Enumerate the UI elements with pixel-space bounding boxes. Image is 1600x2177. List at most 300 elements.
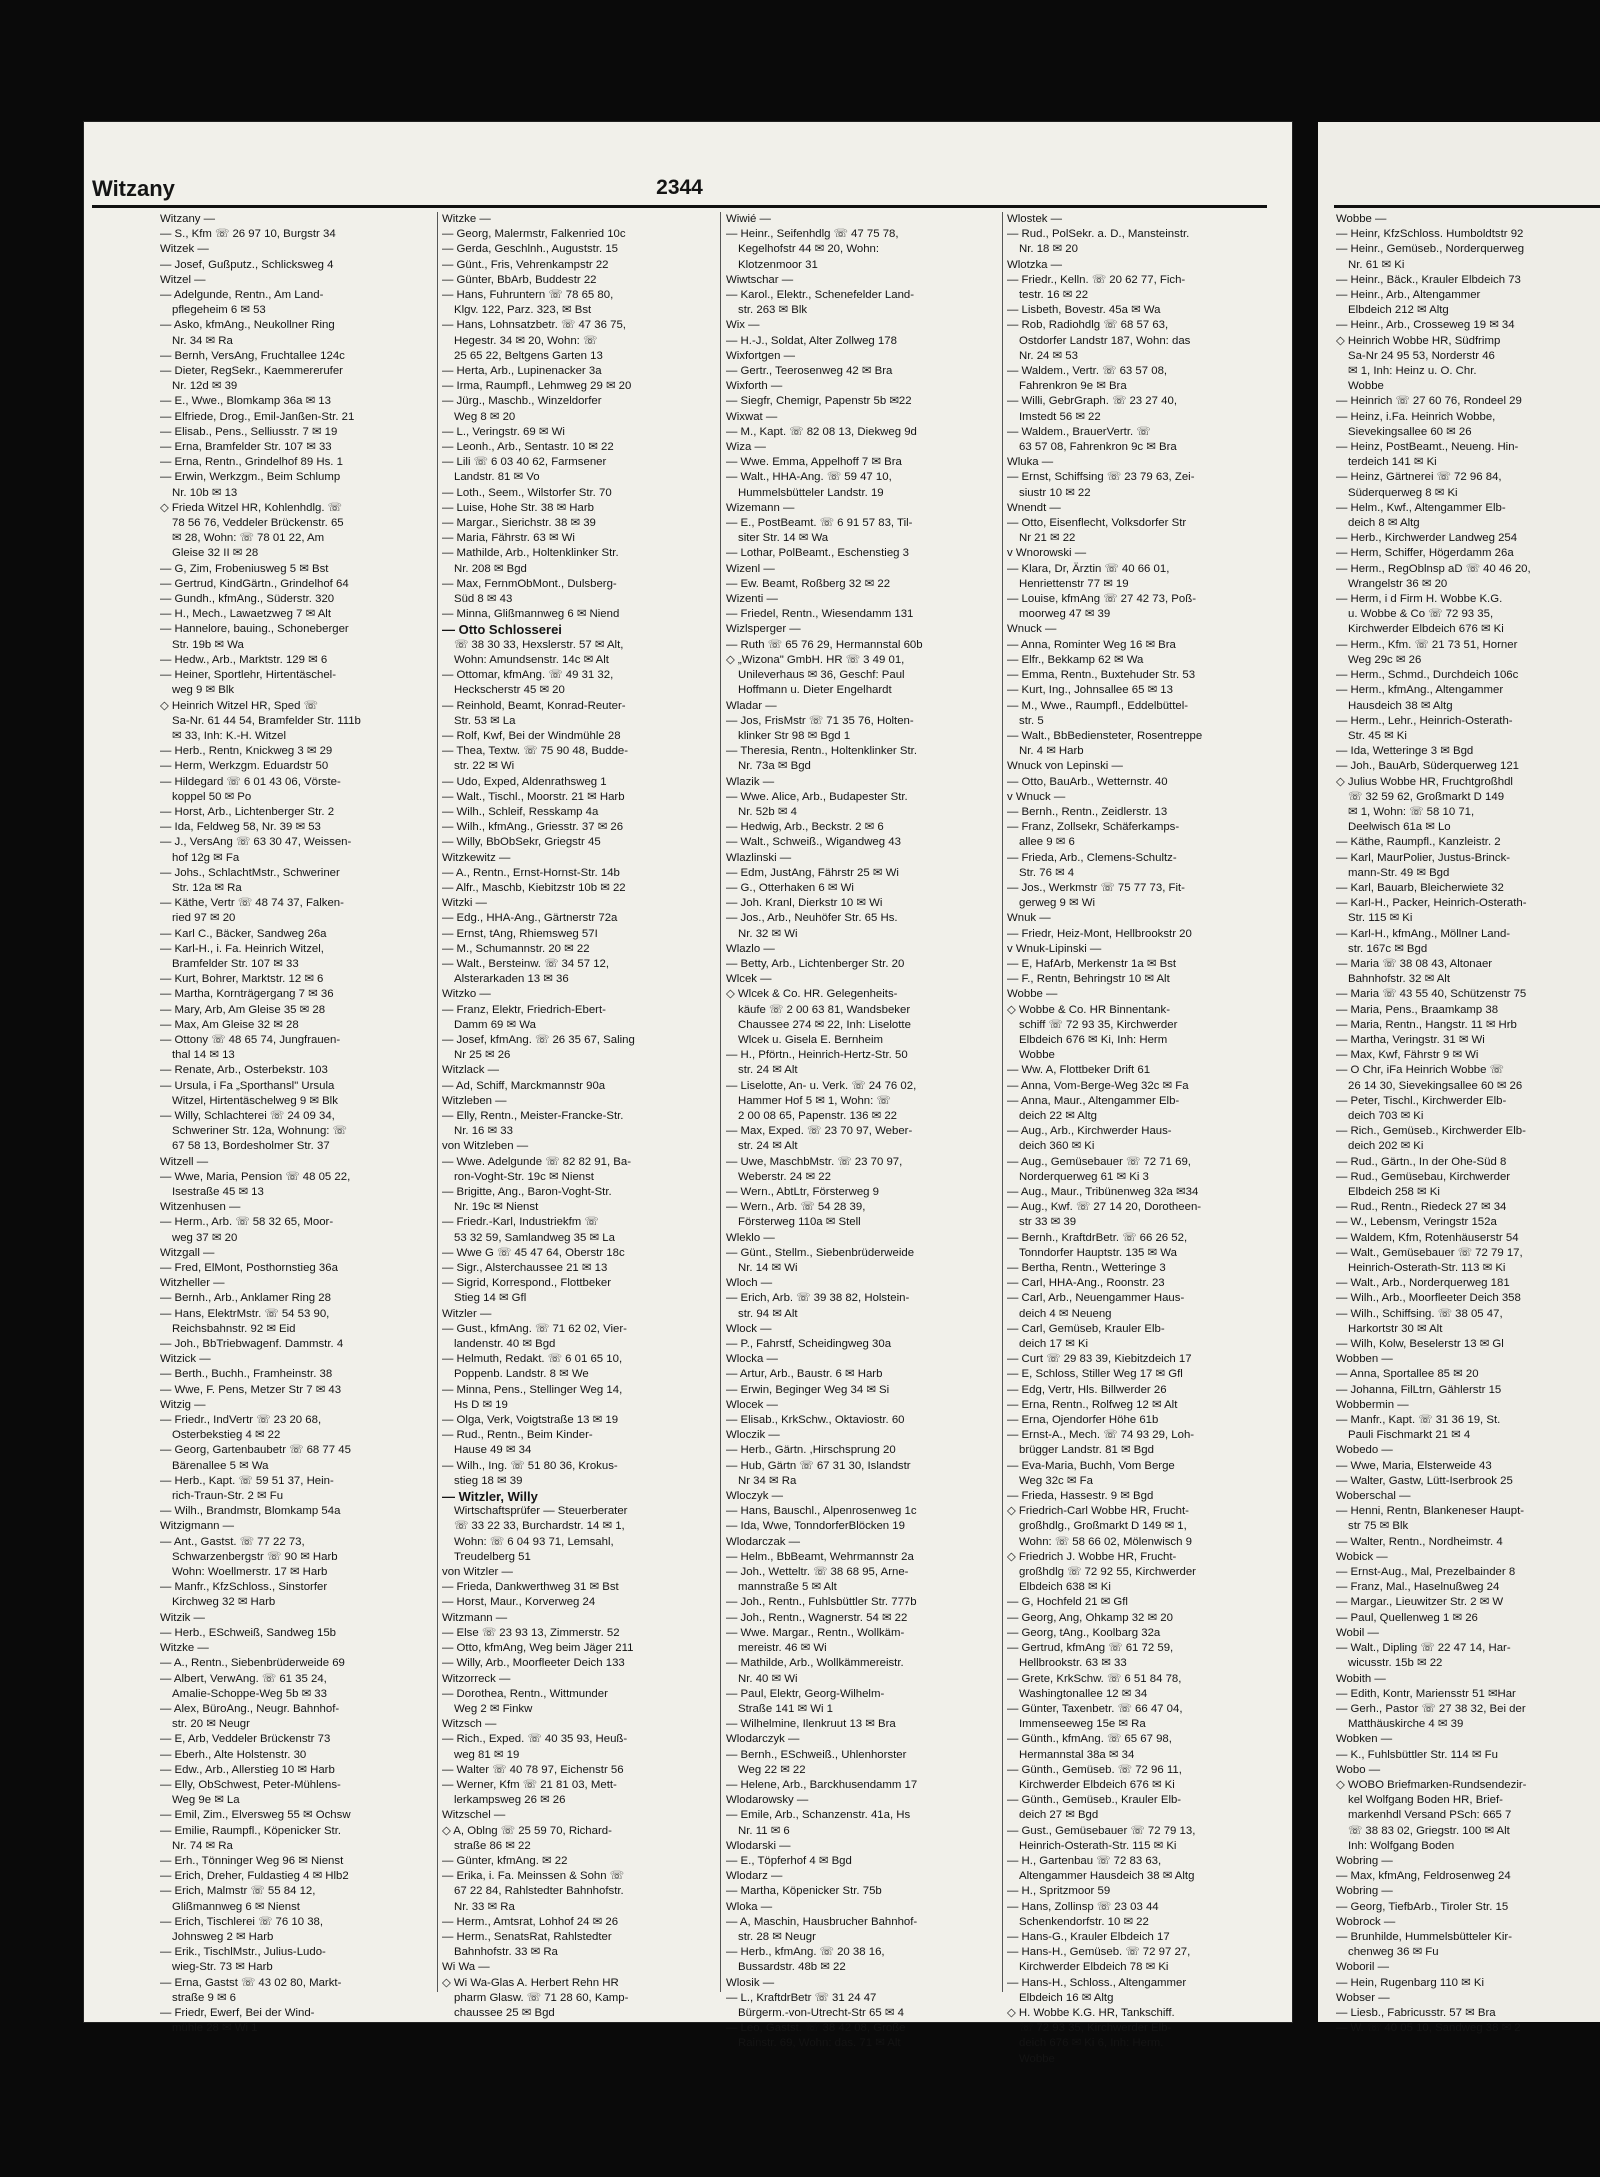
directory-entry-line: Elbdeich 258 ✉ Ki	[1348, 1186, 1440, 1198]
directory-entry-line: — Aug., Maur., Tribünenweg 32a ✉34	[1007, 1186, 1199, 1198]
directory-entry-line: — G., Otterhaken 6 ✉ Wi	[726, 881, 854, 894]
directory-entry-line: — Ernst, Schiffsing ☏ 23 79 63, Zei-	[1007, 471, 1195, 484]
directory-entry-line: — Wern., Arb. ☏ 54 28 39,	[726, 1201, 866, 1214]
directory-entry-line: gerweg 9 ✉ Wi	[1019, 897, 1096, 910]
directory-entry-line: siustr 10 ✉ 22	[1019, 486, 1091, 499]
directory-entry-line: Nr. 19c ✉ Nienst	[454, 1201, 539, 1214]
directory-entry-line: — Maria, Pens., Braamkamp 38	[1336, 1003, 1499, 1016]
directory-entry-line: — A., Rentn., Siebenbrüderweide 69	[160, 1657, 345, 1670]
directory-entry-line: — Bernh., Rentn., Zeidlerstr. 13	[1007, 805, 1168, 818]
directory-entry-line: Isestraße 45 ✉ 13	[172, 1186, 264, 1198]
directory-entry-line: — Minna, Pens., Stellinger Weg 14,	[442, 1383, 623, 1396]
directory-entry-line: — Max, Kwf, Fährstr 9 ✉ Wi	[1336, 1049, 1479, 1062]
directory-entry-line: — Erich, Tischlerei ☏ 76 10 38,	[160, 1915, 324, 1928]
directory-entry-line: — Edm, JustAng, Fährstr 25 ✉ Wi	[726, 866, 899, 879]
directory-entry-line: Washingtonallee 12 ✉ 34	[1019, 1687, 1148, 1700]
directory-entry-line: — Lisbeth, Bovestr. 45a ✉ Wa	[1007, 304, 1161, 317]
directory-entry-line: Harkortstr 30 ✉ Alt	[1348, 1322, 1443, 1335]
directory-entry-line: — Günt., Fris, Vehrenkampstr 22	[442, 258, 609, 271]
directory-entry-line: — Walt., Arb., Norderquerweg 181	[1336, 1277, 1510, 1290]
directory-entry-line: — Heinrich ☏ 27 60 76, Rondeel 29	[1336, 395, 1522, 408]
directory-entry-line: — Max, Am Gleise 32 ✉ 28	[160, 1018, 299, 1031]
directory-entry-line: — Margar., Sierichstr. 38 ✉ 39	[442, 517, 596, 530]
directory-entry-line: — H., Gartenbau ☏ 72 83 63,	[1007, 1854, 1162, 1867]
directory-entry-line: ✉ 1, Wohn: ☏ 58 10 71,	[1348, 805, 1475, 818]
directory-entry-line: — Josef, kfmAng. ☏ 26 35 67, Saling	[442, 1033, 635, 1046]
running-head: Witzany	[92, 176, 175, 201]
directory-entry-line: Wobbe	[1019, 2052, 1055, 2065]
directory-entry-line: weg 81 ✉ 19	[454, 1748, 520, 1761]
directory-entry-line: — Gertr., Teerosenweg 42 ✉ Bra	[726, 365, 893, 378]
directory-entry-line: — Herb., Rentn, Knickweg 3 ✉ 29	[160, 745, 333, 758]
directory-entry-line: — Karl-H., Packer, Heinrich-Osterath-	[1336, 897, 1527, 910]
directory-entry-line: — Martha, Köpenicker Str. 75b	[726, 1885, 882, 1898]
directory-entry-line: Süderquerweg 8 ✉ Ki	[1348, 486, 1458, 499]
directory-entry-line: deich 360 ✉ Ki	[1019, 1140, 1095, 1153]
directory-entry-line: Wlazlinski —	[726, 851, 792, 864]
directory-entry-line: Nr. 40 ✉ Wi	[738, 1672, 798, 1685]
directory-entry-line: — Herb., Kirchwerder Landweg 254	[1336, 532, 1518, 545]
directory-entry-line: — Emile, Arb., Schanzenstr. 41a, Hs	[726, 1809, 911, 1822]
directory-entry-line: Witzgall —	[160, 1246, 215, 1259]
directory-entry-line: — Johs., SchlachtMstr., Schweriner	[160, 866, 340, 879]
directory-entry-line: Elbdeich 638 ✉ Ki	[1019, 1581, 1111, 1594]
directory-entry-line: ✉ 1, Inh: Heinz u. O. Chr.	[1348, 365, 1477, 378]
directory-entry-line: — Werner, Kfm ☏ 21 81 03, Mett-	[442, 1778, 617, 1791]
directory-entry-line: — Renate, Arb., Osterbekstr. 103	[160, 1064, 328, 1077]
directory-entry-line: — Elfr., Bekkamp 62 ✉ Wa	[1007, 653, 1144, 666]
directory-entry-line: — A., Rentn., Ernst-Hornst-Str. 14b	[442, 866, 620, 879]
directory-entry-line: — Herm, Werkzgm. Eduardstr 50	[160, 760, 329, 773]
directory-entry-line: Witzel —	[160, 273, 206, 286]
directory-entry-line: Wobken —	[1336, 1733, 1393, 1746]
directory-entry-line: Straße 141 ✉ Wi 1	[738, 1702, 834, 1715]
directory-entry-line: Wiwtschar —	[726, 273, 794, 286]
directory-entry-line: Bürgerm.-von-Utrecht-Str 65 ✉ 4	[738, 2006, 904, 2019]
directory-entry-line: Wix —	[726, 319, 760, 332]
directory-entry-line: — L., Veringstr. 69 ✉ Wi	[442, 425, 565, 438]
directory-entry-line: — Grete, KrkSchw. ☏ 6 51 84 78,	[1007, 1672, 1182, 1685]
directory-entry-line: — Joh., BauArb, Süderquerweg 121	[1336, 760, 1519, 773]
column-2	[442, 212, 716, 2021]
directory-entry-line: v Wnorowski —	[1007, 547, 1087, 560]
directory-entry-line: Nr. 52b ✉ 4	[738, 805, 797, 818]
directory-entry-line: — Kurt, Ing., Johnsallee 65 ✉ 13	[1007, 684, 1173, 697]
directory-entry-line: pharm Glasw. ☏ 71 28 60, Kamp-	[454, 1991, 629, 2004]
directory-entry-line: Wobring —	[1336, 1885, 1393, 1898]
directory-entry-line: — Josef, Gußputz., Schlicksweg 4	[160, 258, 334, 271]
directory-entry-line: — Günt., Stellm., Siebenbrüderweide	[726, 1246, 915, 1259]
directory-entry-line: — Ernst-A., Mech. ☏ 74 93 29, Loh-	[1007, 1429, 1195, 1442]
directory-entry-line: — Günter, kfmAng. ✉ 22	[442, 1854, 568, 1867]
directory-entry-line: Witzsch —	[442, 1718, 497, 1731]
directory-entry-line: — Johanna, FilLtrn, Gählerstr 15	[1336, 1383, 1502, 1396]
directory-entry-line: Str. 12a ✉ Ra	[172, 881, 242, 894]
directory-entry-line: — Gerda, Geschlnh., Auguststr. 15	[442, 243, 619, 256]
directory-entry-line: — Erna, Bramfelder Str. 107 ✉ 33	[160, 441, 332, 454]
directory-entry-line: — Herm, i d Firm H. Wobbe K.G.	[1336, 593, 1503, 606]
directory-entry-line: Nr. 10b ✉ 13	[172, 486, 238, 499]
directory-entry-line: str 75 ✉ Blk	[1348, 1520, 1409, 1533]
directory-entry-line: — Bernh, VersAng, Fruchtallee 124c	[160, 349, 345, 362]
directory-entry-line: — Ernst, tAng, Rhiemsweg 57I	[442, 927, 598, 940]
directory-entry-line: — Helm., Kwf., Altengammer Elb-	[1336, 501, 1506, 514]
directory-entry-line: schiff ☏ 72 93 35, Kirchwerder	[1019, 1018, 1178, 1031]
directory-entry-line: stieg 18 ✉ 39	[454, 1474, 523, 1487]
directory-entry-line: Witzschel —	[442, 1809, 506, 1822]
directory-entry-line: Wlazik —	[726, 775, 775, 788]
directory-entry-line: — Karl C., Bäcker, Sandweg 26a	[160, 927, 327, 940]
directory-entry-line: — Sigrid, Korrespond., Flottbeker	[442, 1277, 612, 1290]
directory-entry-line: — Günth., Gemüseb., Krauler Elb-	[1007, 1794, 1182, 1807]
directory-entry-line: — Otto, BauArb., Wetternstr. 40	[1007, 775, 1168, 788]
directory-entry-line: — Adelgunde, Rentn., Am Land-	[160, 289, 324, 302]
directory-entry-line: Witzleben —	[442, 1094, 507, 1107]
directory-entry-line: — Herm, Schiffer, Högerdamm 26a	[1336, 547, 1514, 560]
directory-entry-line: lerkampsweg 26 ✉ 26	[454, 1794, 566, 1807]
directory-entry-line: — Willy, BbObSekr, Griegstr 45	[442, 836, 601, 849]
directory-entry-line: Bärenallee 5 ✉ Wa	[172, 1459, 269, 1472]
directory-entry-line: — Herm., Arb. ☏ 58 32 65, Moor-	[160, 1216, 334, 1229]
directory-entry-line: — H.-J., Soldat, Alter Zollweg 178	[726, 334, 897, 347]
header-rule	[92, 205, 1267, 208]
directory-entry-line: Nr. 73a ✉ Bgd	[738, 760, 811, 773]
directory-entry-line: — Gust., kfmAng. ☏ 71 62 02, Vier-	[442, 1322, 627, 1335]
directory-entry-line: Wluka —	[1007, 456, 1054, 469]
directory-entry-line: — Anna, Vom-Berge-Weg 32c ✉ Fa	[1007, 1079, 1189, 1092]
directory-entry-line: — Ernst-Aug., Mal, Prezelbainder 8	[1336, 1566, 1516, 1579]
directory-entry-line: — Frieda, Arb., Clemens-Schultz-	[1007, 851, 1177, 864]
directory-entry-line: deich 17 ✉ Ki	[1019, 1338, 1089, 1351]
directory-entry-line: rich-Traun-Str. 2 ✉ Fu	[172, 1490, 284, 1503]
directory-entry-line: — Walt., Tischl., Moorstr. 21 ✉ Harb	[442, 790, 625, 803]
directory-entry-line: Treudelberg 51	[454, 1550, 531, 1563]
directory-entry-line: — Hub, Gärtn ☏ 67 31 30, Islandstr	[726, 1459, 911, 1472]
directory-entry-line: mühle 28 ✉ Wi 1	[172, 2022, 258, 2035]
directory-entry-line: siter Str. 14 ✉ Wa	[738, 532, 829, 545]
directory-entry-line: Wloczyk —	[726, 1490, 783, 1503]
directory-entry-line: — Elly, Rentn., Meister-Francke-Str.	[442, 1109, 624, 1122]
directory-entry-line: Kirchweg 32 ✉ Harb	[172, 1596, 276, 1609]
directory-entry-line: ◇ Wi Wa-Glas A. Herbert Rehn HR	[442, 1976, 619, 1989]
directory-entry-line: — Heinr., Gemüseb., Norderquerweg	[1336, 243, 1525, 256]
directory-entry-line: Witzenhusen —	[160, 1201, 241, 1214]
directory-entry-line: — Walt., Bersteinw. ☏ 34 57 12,	[442, 957, 610, 970]
directory-entry-line: — Albert, VerwAng. ☏ 61 35 24,	[160, 1672, 327, 1685]
directory-entry-line: — Käthe, Raumpfl., Kanzleistr. 2	[1336, 836, 1501, 849]
directory-entry-line: Wohn: ☏ 6 04 93 71, Lemsahl,	[454, 1535, 614, 1548]
directory-entry-line: Witzick —	[160, 1353, 211, 1366]
column-divider	[720, 212, 721, 1992]
directory-entry-line: — Wilh., kfmAng., Griesstr. 37 ✉ 26	[442, 821, 624, 834]
directory-entry-line: — Max, kfmAng, Feldrosenweg 24	[1336, 1870, 1511, 1883]
directory-entry-line: — Käthe, Vertr ☏ 48 74 37, Falken-	[160, 897, 344, 910]
directory-entry-line: — Heinr., Seifenhdlg ☏ 47 75 78,	[726, 228, 899, 241]
directory-entry-line: Witzke —	[160, 1642, 209, 1655]
directory-entry-line: — Elly, ObSchwest, Peter-Mühlens-	[160, 1778, 341, 1791]
directory-entry-line: — Gerh., Pastor ☏ 27 38 32, Bei der	[1336, 1702, 1526, 1715]
directory-entry-line: — Walter, Gastw, Lütt-Iserbrook 25	[1336, 1474, 1513, 1487]
directory-entry-line: — Siegfr, Chemigr, Papenstr 5b ✉22	[726, 395, 912, 408]
directory-entry-line: — Carl, HHA-Ang., Roonstr. 23	[1007, 1277, 1165, 1290]
directory-entry-line: markenhdl Versand PSch: 665 7	[1348, 1809, 1512, 1822]
directory-entry-line: — Karl-H., i. Fa. Heinrich Witzel,	[160, 942, 324, 955]
directory-entry-line: ◇ H. Wobbe K.G. HR, Tankschiff.	[1007, 2006, 1175, 2019]
directory-entry-line: Wizenl —	[726, 562, 775, 575]
directory-entry-line: mannstraße 5 ✉ Alt	[738, 1581, 837, 1594]
directory-entry-line: Nr. 34 ✉ Ra	[172, 334, 233, 347]
directory-entry-line: — Aug., Kwf. ☏ 27 14 20, Dorotheen-	[1007, 1201, 1202, 1214]
column-1	[160, 212, 432, 2036]
directory-entry-line: — Peter, Tischl., Kirchwerder Elb-	[1336, 1094, 1507, 1107]
directory-entry-line: — Karl, MaurPolier, Justus-Brinck-	[1336, 851, 1511, 864]
directory-entry-line: hof 12g ✉ Fa	[172, 851, 240, 864]
directory-entry-line: — Herm., kfmAng., Altengammer	[1336, 684, 1504, 697]
directory-entry-line: Witzik —	[160, 1611, 205, 1624]
directory-entry-line: Chaussee 274 ✉ 22, Inh: Liselotte	[738, 1018, 911, 1031]
directory-entry-line: Kirchwerder Elbdeich 78 ✉ Ki	[1019, 1961, 1169, 1974]
directory-entry-line: Schweriner Str. 12a, Wohnung: ☏	[172, 1125, 347, 1138]
directory-entry-line: — Joh., Rentn., Wagnerstr. 54 ✉ 22	[726, 1611, 908, 1624]
directory-entry-line: — Waldem, Kfm, Rotenhäuserstr 54	[1336, 1231, 1519, 1244]
directory-entry-line: — Carl, Arb., Neuengammer Haus-	[1007, 1292, 1185, 1305]
directory-entry-line: ◇ Frieda Witzel HR, Kohlenhdlg. ☏	[160, 501, 342, 514]
directory-entry-line: — Lothar, PolBeamt., Eschenstieg 3	[726, 547, 909, 560]
directory-entry-line: Hausdeich 38 ✉ Altg	[1348, 699, 1453, 712]
directory-entry-line: Wlodarowsky —	[726, 1794, 809, 1807]
directory-entry-line: Str. 76 ✉ 4	[1019, 866, 1075, 879]
directory-entry-line: Fahrenkron 9e ✉ Bra	[1019, 380, 1127, 393]
directory-entry-line: — Olga, Verk, Voigtstraße 13 ✉ 19	[442, 1414, 619, 1427]
directory-entry-line: — Loth., Seem., Wilstorfer Str. 70	[442, 486, 612, 499]
directory-entry-line: ried 97 ✉ 20	[172, 912, 236, 925]
directory-entry-line: 53 32 59, Samlandweg 35 ✉ La	[454, 1231, 615, 1244]
directory-entry-line: Wixfortgen —	[726, 349, 795, 362]
directory-entry-line: Altengammer Hausdeich 38 ✉ Altg	[1019, 1870, 1195, 1883]
directory-entry-line: — Maria, Rentn., Hangstr. 11 ✉ Hrb	[1336, 1018, 1517, 1031]
directory-entry-line: Wlotzka —	[1007, 258, 1063, 271]
directory-entry-line: — Emma, Rentn., Buxtehuder Str. 53	[1007, 669, 1196, 682]
directory-entry-line: Sievekingsallee 60 ✉ 26	[1348, 425, 1472, 438]
directory-entry-line: — Alex, BüroAng., Neugr. Bahnhof-	[160, 1702, 340, 1715]
directory-entry-line: — Jos., Werkmstr ☏ 75 77 73, Fit-	[1007, 881, 1185, 894]
directory-entry-line: — Herm., RegOblnsp aD ☏ 40 46 20,	[1336, 562, 1531, 575]
directory-entry-line: — Asko, kfmAng., Neukollner Ring	[160, 319, 335, 332]
directory-entry-line: — Irma, Raumpfl., Lehmweg 29 ✉ 20	[442, 380, 632, 393]
directory-entry-line: — Helene, Arb., Barckhusendamm 17	[726, 1778, 918, 1791]
directory-entry-line: Str. 19b ✉ Wa	[172, 638, 244, 651]
directory-entry-line: großhdlg., Großmarkt D 149 ✉ 1,	[1019, 1520, 1187, 1533]
directory-entry-line: Osterbekstieg 4 ✉ 22	[172, 1429, 281, 1442]
directory-entry-line: Wobbermin —	[1336, 1398, 1409, 1411]
directory-entry-line: Bussardstr. 48b ✉ 22	[738, 1961, 846, 1974]
directory-entry-line: Wobedo —	[1336, 1444, 1393, 1457]
directory-entry-line: — Wilh., Brandmstr, Blomkamp 54a	[160, 1505, 341, 1518]
directory-entry-line: Bahnhofstr. 33 ✉ Ra	[454, 1946, 558, 1959]
directory-entry-line: — Edg, Vertr, Hls. Billwerder 26	[1007, 1383, 1167, 1396]
directory-entry-line: Wohn: ☏ 58 66 02, Mölenwisch 9	[1019, 1535, 1192, 1548]
directory-entry-line: Wizemann —	[726, 501, 795, 514]
directory-entry-line: — Helmuth, Redakt. ☏ 6 01 65 10,	[442, 1353, 623, 1366]
directory-entry-line: — Sigr., Alsterchaussee 21 ✉ 13	[442, 1262, 608, 1275]
directory-entry-line: — Herb., ESchweiß, Sandweg 15b	[160, 1626, 337, 1639]
directory-entry-line: Schenkendorfstr. 10 ✉ 22	[1019, 1915, 1149, 1928]
directory-entry-line: — Frieda, Dankwerthweg 31 ✉ Bst	[442, 1581, 619, 1594]
directory-entry-line: käufe ☏ 2 00 63 81, Wandsbeker	[738, 1003, 911, 1016]
directory-entry-line: Johnsweg 2 ✉ Harb	[172, 1930, 274, 1943]
directory-entry-line: — Walter, Rentn., Nordheimstr. 4	[1336, 1535, 1503, 1548]
directory-entry-line: Witzlack —	[442, 1064, 499, 1077]
directory-entry-line: Norderquerweg 61 ✉ Ki 3	[1019, 1170, 1149, 1183]
directory-entry-line: Nr. 4 ✉ Harb	[1019, 745, 1084, 758]
directory-entry-line: — Edith, Kontr, Mariensstr 51 ✉Har	[1336, 1687, 1516, 1700]
directory-entry-line: — Frieda, Hassestr. 9 ✉ Bgd	[1007, 1490, 1154, 1503]
directory-entry-line: Landstr. 81 ✉ Vo	[454, 471, 540, 484]
directory-entry-line: wicusstr. 15b ✉ 22	[1348, 1657, 1443, 1670]
directory-entry-line: — Luise, Hohe Str. 38 ✉ Harb	[442, 501, 594, 514]
directory-entry-line: str. 24 ✉ Alt	[738, 1140, 798, 1153]
directory-entry-line: Elbdeich 212 ✉ Altg	[1348, 304, 1449, 317]
directory-entry-line: — Franz, Mal., Haselnußweg 24	[1336, 1581, 1500, 1594]
directory-entry-line: — Heinr, KfzSchloss. Humboldtstr 92	[1336, 228, 1524, 241]
directory-entry-line: kel Wolfgang Boden HR, Brief-	[1348, 1794, 1503, 1807]
directory-entry-line: — L., KraftdrBetr ☏ 31 24 47	[726, 1991, 877, 2004]
column-4	[1007, 212, 1277, 2067]
directory-entry-line: — Erich, Malmstr ☏ 55 84 12,	[160, 1885, 316, 1898]
directory-entry-line: — Friedr., Kelln. ☏ 20 62 77, Fich-	[1007, 273, 1186, 286]
directory-entry-line: Wobbe —	[1336, 213, 1387, 225]
directory-entry-line: — Franz, Elektr, Friedrich-Ebert-	[442, 1003, 606, 1016]
directory-entry-line: — Rud., Rentn., Beim Kinder-	[442, 1429, 593, 1442]
directory-entry-line: — K., Fuhlsbüttler Str. 114 ✉ Fu	[1336, 1748, 1498, 1761]
directory-entry-line: — Karol., Elektr., Schenefelder Land-	[726, 289, 915, 302]
directory-entry-line: Sa-Nr 24 95 53, Norderstr 46	[1348, 349, 1495, 362]
directory-entry-line: Wizlsperger —	[726, 623, 801, 636]
directory-entry-line: — Bertha, Rentn., Wetteringe 3	[1007, 1262, 1166, 1275]
directory-entry-line: — Erich, Arb. ☏ 39 38 82, Holstein-	[726, 1292, 910, 1305]
directory-entry-line: brügger Landstr. 81 ✉ Bgd	[1019, 1444, 1154, 1457]
directory-entry-line: mereistr. 46 ✉ Wi	[738, 1642, 827, 1655]
directory-entry-line: — Ruth ☏ 65 76 29, Hermannstal 60b	[726, 638, 923, 651]
directory-entry-line: Heinrich-Osterath-Str. 115 ✉ Ki	[1019, 1839, 1177, 1852]
directory-entry-line: — Carl, Gemüseb, Krauler Elb-	[1007, 1322, 1165, 1335]
directory-entry-line: — Fred, ElMont, Posthornstieg 36a	[160, 1262, 338, 1275]
directory-entry-line: — Martha, Veringstr. 31 ✉ Wi	[1336, 1033, 1485, 1046]
directory-entry-line: — Walt., BbBediensteter, Rosentreppe	[1007, 729, 1203, 742]
directory-entry-line: — Willi, GebrGraph. ☏ 23 27 40,	[1007, 395, 1177, 408]
directory-entry-line: Kirchwerder Elbdeich 676 ✉ Ki	[1019, 1778, 1175, 1791]
directory-entry-line: Wlostek —	[1007, 213, 1063, 225]
directory-entry-line: — Bernh., ESchweiß., Uhlenhorster	[726, 1748, 907, 1761]
directory-entry-line: ◇ Wobbe & Co. HR Binnentank-	[1007, 1003, 1171, 1016]
directory-entry-line: — Günth., Gemüseb. ☏ 72 96 11,	[1007, 1763, 1182, 1776]
directory-entry-line: Imstedt 56 ✉ 22	[1019, 410, 1101, 423]
directory-entry-line: — A, Maschin, Hausbrucher Bahnhof-	[726, 1915, 918, 1928]
directory-entry-line: — Edg., HHA-Ang., Gärtnerstr 72a	[442, 912, 618, 925]
directory-entry-line: Wobring —	[1336, 1854, 1393, 1867]
directory-entry-line: — Horst, Arb., Lichtenberger Str. 2	[160, 805, 335, 818]
directory-entry-line: — Walt., Gemüsebauer ☏ 72 79 17,	[1336, 1246, 1523, 1259]
directory-entry-line: Nr 21 ✉ 22	[1019, 532, 1076, 545]
directory-entry-line: — Eberh., Alte Holstenstr. 30	[160, 1748, 307, 1761]
directory-entry-line: Weg 9e ✉ La	[172, 1794, 240, 1807]
directory-entry-line: — Martha, Kornträgergang 7 ✉ 36	[160, 988, 334, 1001]
directory-entry-line: ◇ A, Oblng ☏ 25 59 70, Richard-	[442, 1824, 612, 1837]
directory-entry-line: Wobbe	[1019, 1049, 1055, 1062]
directory-entry-line: — Herta, Arb., Lupinenacker 3a	[442, 365, 602, 378]
directory-entry-line: — M., Kapt. ☏ 82 08 13, Diekweg 9d	[726, 425, 917, 438]
directory-entry-line: — Maria ☏ 38 08 43, Altonaer	[1336, 957, 1493, 970]
directory-entry-line: — Edw., Arb., Allerstieg 10 ✉ Harb	[160, 1763, 335, 1776]
directory-entry-line: — Rich., Exped. ☏ 40 35 93, Heuß-	[442, 1733, 628, 1746]
directory-entry-line: Wobbe —	[1007, 988, 1058, 1001]
directory-entry-line: Nr. 24 ✉ 53	[1019, 349, 1078, 362]
directory-entry-line: — Heinz, i.Fa. Heinrich Wobbe,	[1336, 410, 1496, 423]
directory-entry-line: — O Chr, iFa Heinrich Wobbe ☏	[1336, 1064, 1504, 1077]
directory-entry-line: — Erh., Tönninger Weg 96 ✉ Nienst	[160, 1854, 344, 1867]
directory-entry-line: 2 00 08 65, Papenstr. 136 ✉ 22	[738, 1109, 898, 1122]
directory-entry-line: — Hannelore, bauing., Schoneberger	[160, 623, 349, 636]
directory-entry-line: — Hans, Fuhruntern ☏ 78 65 80,	[442, 289, 614, 302]
directory-entry-line: — Rud., Rentn., Riedeck 27 ✉ 34	[1336, 1201, 1507, 1214]
directory-entry-line: — Rud., Gärtn., In der Ohe-Süd 8	[1336, 1155, 1507, 1168]
directory-entry-line: Witzki —	[442, 897, 487, 910]
directory-entry-line: — Minna, Glißmannweg 6 ✉ Niend	[442, 608, 620, 621]
directory-entry-line: — Witzler, Willy	[442, 1489, 538, 1505]
directory-entry-line: Wlodarski —	[726, 1839, 791, 1852]
directory-entry-line: — E., Töpferhof 4 ✉ Bgd	[726, 1854, 852, 1867]
directory-entry-line: — H., Spritzmoor 59	[1007, 1885, 1111, 1898]
directory-entry-line: — Hans, Zollinsp ☏ 23 03 44	[1007, 1900, 1159, 1913]
directory-entry-line: — E, HafArb, Merkenstr 1a ✉ Bst	[1007, 957, 1177, 970]
directory-entry-line: — Wilh., Schiffsing. ☏ 38 05 47,	[1336, 1307, 1503, 1320]
directory-entry-line: — Ottony ☏ 48 65 74, Jungfrauen-	[160, 1033, 341, 1046]
directory-entry-line: — Friedr, Ewerf, Bei der Wind-	[160, 2006, 315, 2019]
directory-entry-line: str. 94 ✉ Alt	[738, 1307, 798, 1320]
directory-entry-line: — Erwin, Beginger Weg 34 ✉ Si	[726, 1383, 890, 1396]
directory-entry-line: — Wilh, Kolw, Beselerstr 13 ✉ Gl	[1336, 1338, 1504, 1351]
directory-entry-line: — E., PostBeamt. ☏ 6 91 57 83, Til-	[726, 517, 913, 530]
directory-entry-line: Kegelhofstr 44 ✉ 20, Wohn:	[738, 243, 880, 256]
directory-entry-line: Wladar —	[726, 699, 777, 712]
directory-entry-line: — Günter, BbArb, Buddestr 22	[442, 273, 597, 286]
directory-entry-line: Nr. 14 ✉ Wi	[738, 1262, 798, 1275]
directory-entry-line: Nr. 12d ✉ 39	[172, 380, 238, 393]
directory-entry-line: Str. 115 ✉ Ki	[1348, 912, 1413, 925]
directory-entry-line: deich 27 ✉ Bgd	[1019, 1809, 1099, 1822]
directory-entry-line: — Friedel, Rentn., Wiesendamm 131	[726, 608, 914, 621]
directory-entry-line: Witzel, Hirtentäschelweg 9 ✉ Blk	[172, 1094, 338, 1107]
directory-entry-line: koppel 50 ✉ Po	[172, 790, 252, 803]
directory-entry-line: Nr. 18 ✉ 20	[1019, 243, 1078, 256]
directory-entry-line: — Erich, Dreher, Fuldastieg 4 ✉ Hlb2	[160, 1870, 349, 1883]
directory-entry-line: — Günter, Taxenbetr. ☏ 66 47 04,	[1007, 1702, 1183, 1715]
directory-entry-line: — Hans, ElektrMstr. ☏ 54 53 90,	[160, 1307, 330, 1320]
directory-entry-line: — Alfr., Maschb, Kiebitzstr 10b ✉ 22	[442, 881, 626, 894]
directory-entry-line: — Gundh., kfmAng., Süderstr. 320	[160, 593, 335, 606]
directory-entry-line: — Joh. Kranl, Dierkstr 10 ✉ Wi	[726, 897, 883, 910]
directory-entry-line: — W. ☏ 40 05 10, Sandweg 38 ✉ 2	[1336, 2022, 1521, 2035]
directory-entry-line: — Heinr., Bäck., Krauler Elbdeich 73	[1336, 273, 1521, 286]
directory-entry-line: — Maria, Fährstr. 63 ✉ Wi	[442, 532, 575, 545]
directory-entry-line: weg 37 ✉ 20	[172, 1231, 238, 1244]
directory-entry-line: — Hedw., Arb., Marktstr. 129 ✉ 6	[160, 653, 328, 666]
directory-entry-line: — Hans-H., Schloss., Altengammer	[1007, 1976, 1187, 1989]
directory-entry-line: Wixwat —	[726, 410, 778, 423]
directory-entry-line: — Theresia, Rentn., Holtenklinker Str.	[726, 745, 917, 758]
directory-entry-line: Klgv. 122, Parz. 323, ✉ Bst	[454, 304, 592, 317]
directory-entry-line: — Ottomar, kfmAng. ☏ 49 31 32,	[442, 669, 614, 682]
